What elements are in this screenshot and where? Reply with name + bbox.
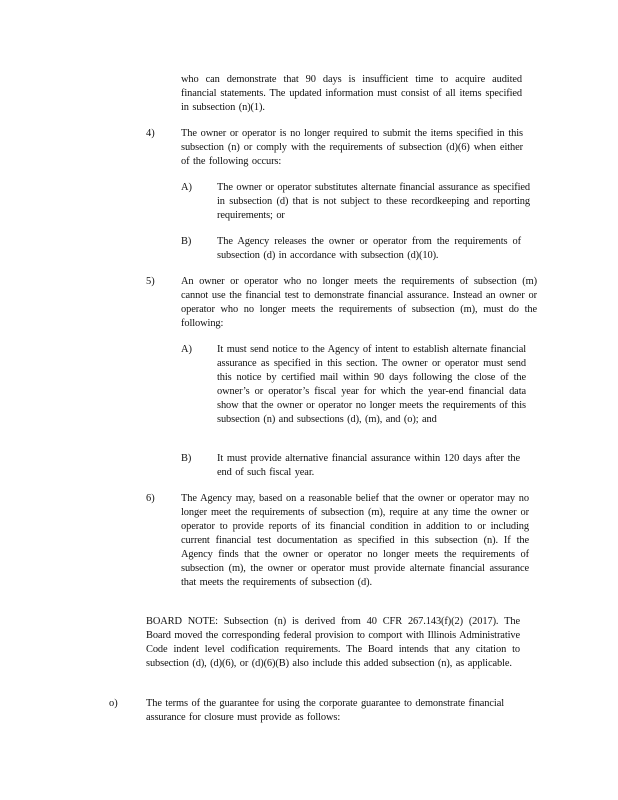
item-4b-text: The Agency releases the owner or operator from the requirements of subsection (d) in accordance with subsection (d)(10). — [217, 236, 521, 261]
board-note: BOARD NOTE: Subsection (n) is derived from 40 CFR 267.143(f)(2) (2017). The Board moved the corresponding federal provision to comport with Illinois Administrative Code indent level codification requirements. The Board intends that any citation to subsection (d), (d)(6), or (d)(6)(B) also include this added subsection (n), as applicable. — [146, 616, 520, 669]
item-5a-label: A) — [181, 344, 192, 355]
item-5a-text: It must send notice to the Agency of intent to establish alternate financial assurance as specified in this section. The owner or operator must send this notice by certified mail within 90 days following the close of the owner’s or operator’s fiscal year for which the year-end financial data show that the owner or operator no longer meets the requirements of this subsection (n) and subsections (d), (m), and (o); and — [217, 344, 526, 425]
item-4-text: The owner or operator is no longer required to submit the items specified in this subsection (n) or comply with the requirements of subsection (d)(6) when either of the following occurs: — [181, 128, 523, 167]
item-5-label: 5) — [146, 276, 155, 287]
section-o-label: o) — [109, 698, 118, 709]
item-5-text: An owner or operator who no longer meets the requirements of subsection (m) cannot use the financial test to demonstrate financial assurance. Instead an owner or operator who no longer meets the requirements of subsection (m), must do the following: — [181, 276, 537, 329]
item-4a-text: The owner or operator substitutes alternate financial assurance as specified in subsection (d) that is not subject to these recordkeeping and reporting requirements; or — [217, 182, 530, 221]
item-5b-label: B) — [181, 453, 192, 464]
continuation-paragraph: who can demonstrate that 90 days is insufficient time to acquire audited financial statements. The updated information must consist of all items specified in subsection (n)(1). — [181, 74, 522, 113]
section-o-text: The terms of the guarantee for using the corporate guarantee to demonstrate financial assurance for closure must provide as follows: — [146, 698, 504, 723]
item-5b-text: It must provide alternative financial assurance within 120 days after the end of such fiscal year. — [217, 453, 520, 478]
item-4a-label: A) — [181, 182, 192, 193]
item-4-label: 4) — [146, 128, 155, 139]
item-6-label: 6) — [146, 493, 155, 504]
item-4b-label: B) — [181, 236, 192, 247]
item-6-text: The Agency may, based on a reasonable belief that the owner or operator may no longer meet the requirements of subsection (m), require at any time the owner or operator to provide reports of its financial condition in addition to or including current financial test documentation as specified in this subsection (n). If the Agency finds that the owner or operator no longer meets the requirements of subsection (m), the owner or operator must provide alternate financial assurance that meets the requirements of subsection (d). — [181, 493, 529, 588]
